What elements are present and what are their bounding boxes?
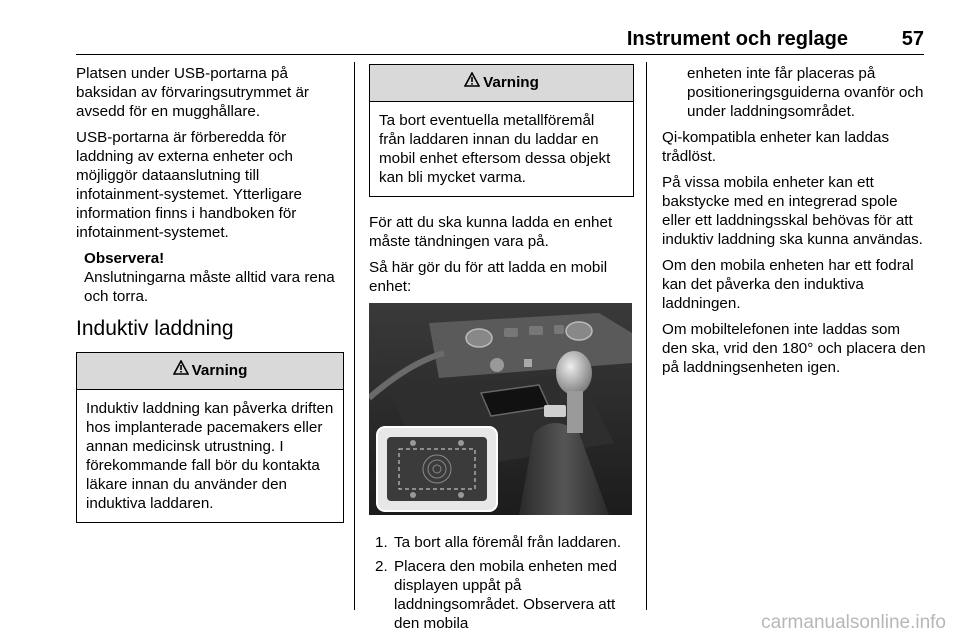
column-2 <box>369 64 634 638</box>
header-rule <box>76 54 924 55</box>
paragraph-case: Om den mobila enheten har ett fodral kan det påverka den induktiva laddningen. <box>662 257 914 312</box>
note-text: Anslutningarna måste alltid vara rena och torra. <box>84 269 335 305</box>
warning-box-pacemaker <box>76 352 344 523</box>
paragraph-usb: USB-portarna är förberedda för laddning av externa enheter och möjliggör dataanslutning till infotainment-systemet. Ytterligare information finns i handboken för infotainment-systemet. <box>76 129 302 241</box>
warning-triangle-icon <box>464 65 480 101</box>
column-1 <box>76 64 344 539</box>
note-title: Observera! <box>84 250 165 267</box>
step-continuation: enheten inte får placeras på positioneringsguiderna ovanför och under laddningsområdet. <box>687 65 924 120</box>
warning-header <box>77 353 343 390</box>
paragraph-backcover: På vissa mobila enheter kan ett bakstycke med en integrerad spole eller ett laddningsskal behövas för att induktiv laddning ska kunna användas. <box>662 174 923 248</box>
steps-list <box>369 533 634 633</box>
column-divider-2 <box>646 62 647 610</box>
wireless-charger-illustration <box>369 303 632 515</box>
paragraph-ignition: För att du ska kunna ladda en enhet måste tändningen vara på. <box>369 214 613 250</box>
watermark: carmanualsonline.info <box>761 612 946 633</box>
paragraph-rotate: Om mobiltelefonen inte laddas som den ska, vrid den 180° och placera den på laddningsenheten igen. <box>662 321 926 376</box>
warning-header <box>370 65 633 102</box>
header-title: Instrument och reglage <box>626 28 848 50</box>
list-item <box>369 557 634 633</box>
column-divider-1 <box>354 62 355 610</box>
section-heading: Induktiv laddning <box>76 317 234 340</box>
page-number: 57 <box>901 28 924 50</box>
paragraph-qi: Qi-kompatibla enheter kan laddas trådlöst. <box>662 129 890 165</box>
warning-box-metal <box>369 64 634 197</box>
list-item <box>369 533 634 552</box>
step-number: 1. <box>375 534 388 551</box>
warning-text: Induktiv laddning kan påverka driften hos implanterade pacemakers eller annan medicinsk utrustning. I förekommande fall bör du kontakta läkare innan du använder den induktiva laddaren. <box>86 400 334 512</box>
warning-title: Varning <box>191 362 248 380</box>
warning-text: Ta bort eventuella metallföremål från laddaren innan du laddar en mobil enhet eftersom dessa objekt kan bli mycket varma. <box>379 112 611 186</box>
paragraph-cupholder: Platsen under USB-portarna på baksidan av förvaringsutrymmet är avsedd för en mugghållare. <box>76 65 309 120</box>
warning-triangle-icon <box>173 353 189 389</box>
column-3 <box>662 64 927 384</box>
step-text: Ta bort alla föremål från laddaren. <box>394 534 622 551</box>
paragraph-how-to: Så här gör du för att ladda en mobil enhet: <box>369 259 608 295</box>
step-text: Placera den mobila enheten med displayen uppåt på laddningsområdet. Observera att den mobila <box>394 558 617 632</box>
warning-title: Varning <box>483 74 539 92</box>
step-number: 2. <box>375 558 388 575</box>
note <box>84 249 344 306</box>
